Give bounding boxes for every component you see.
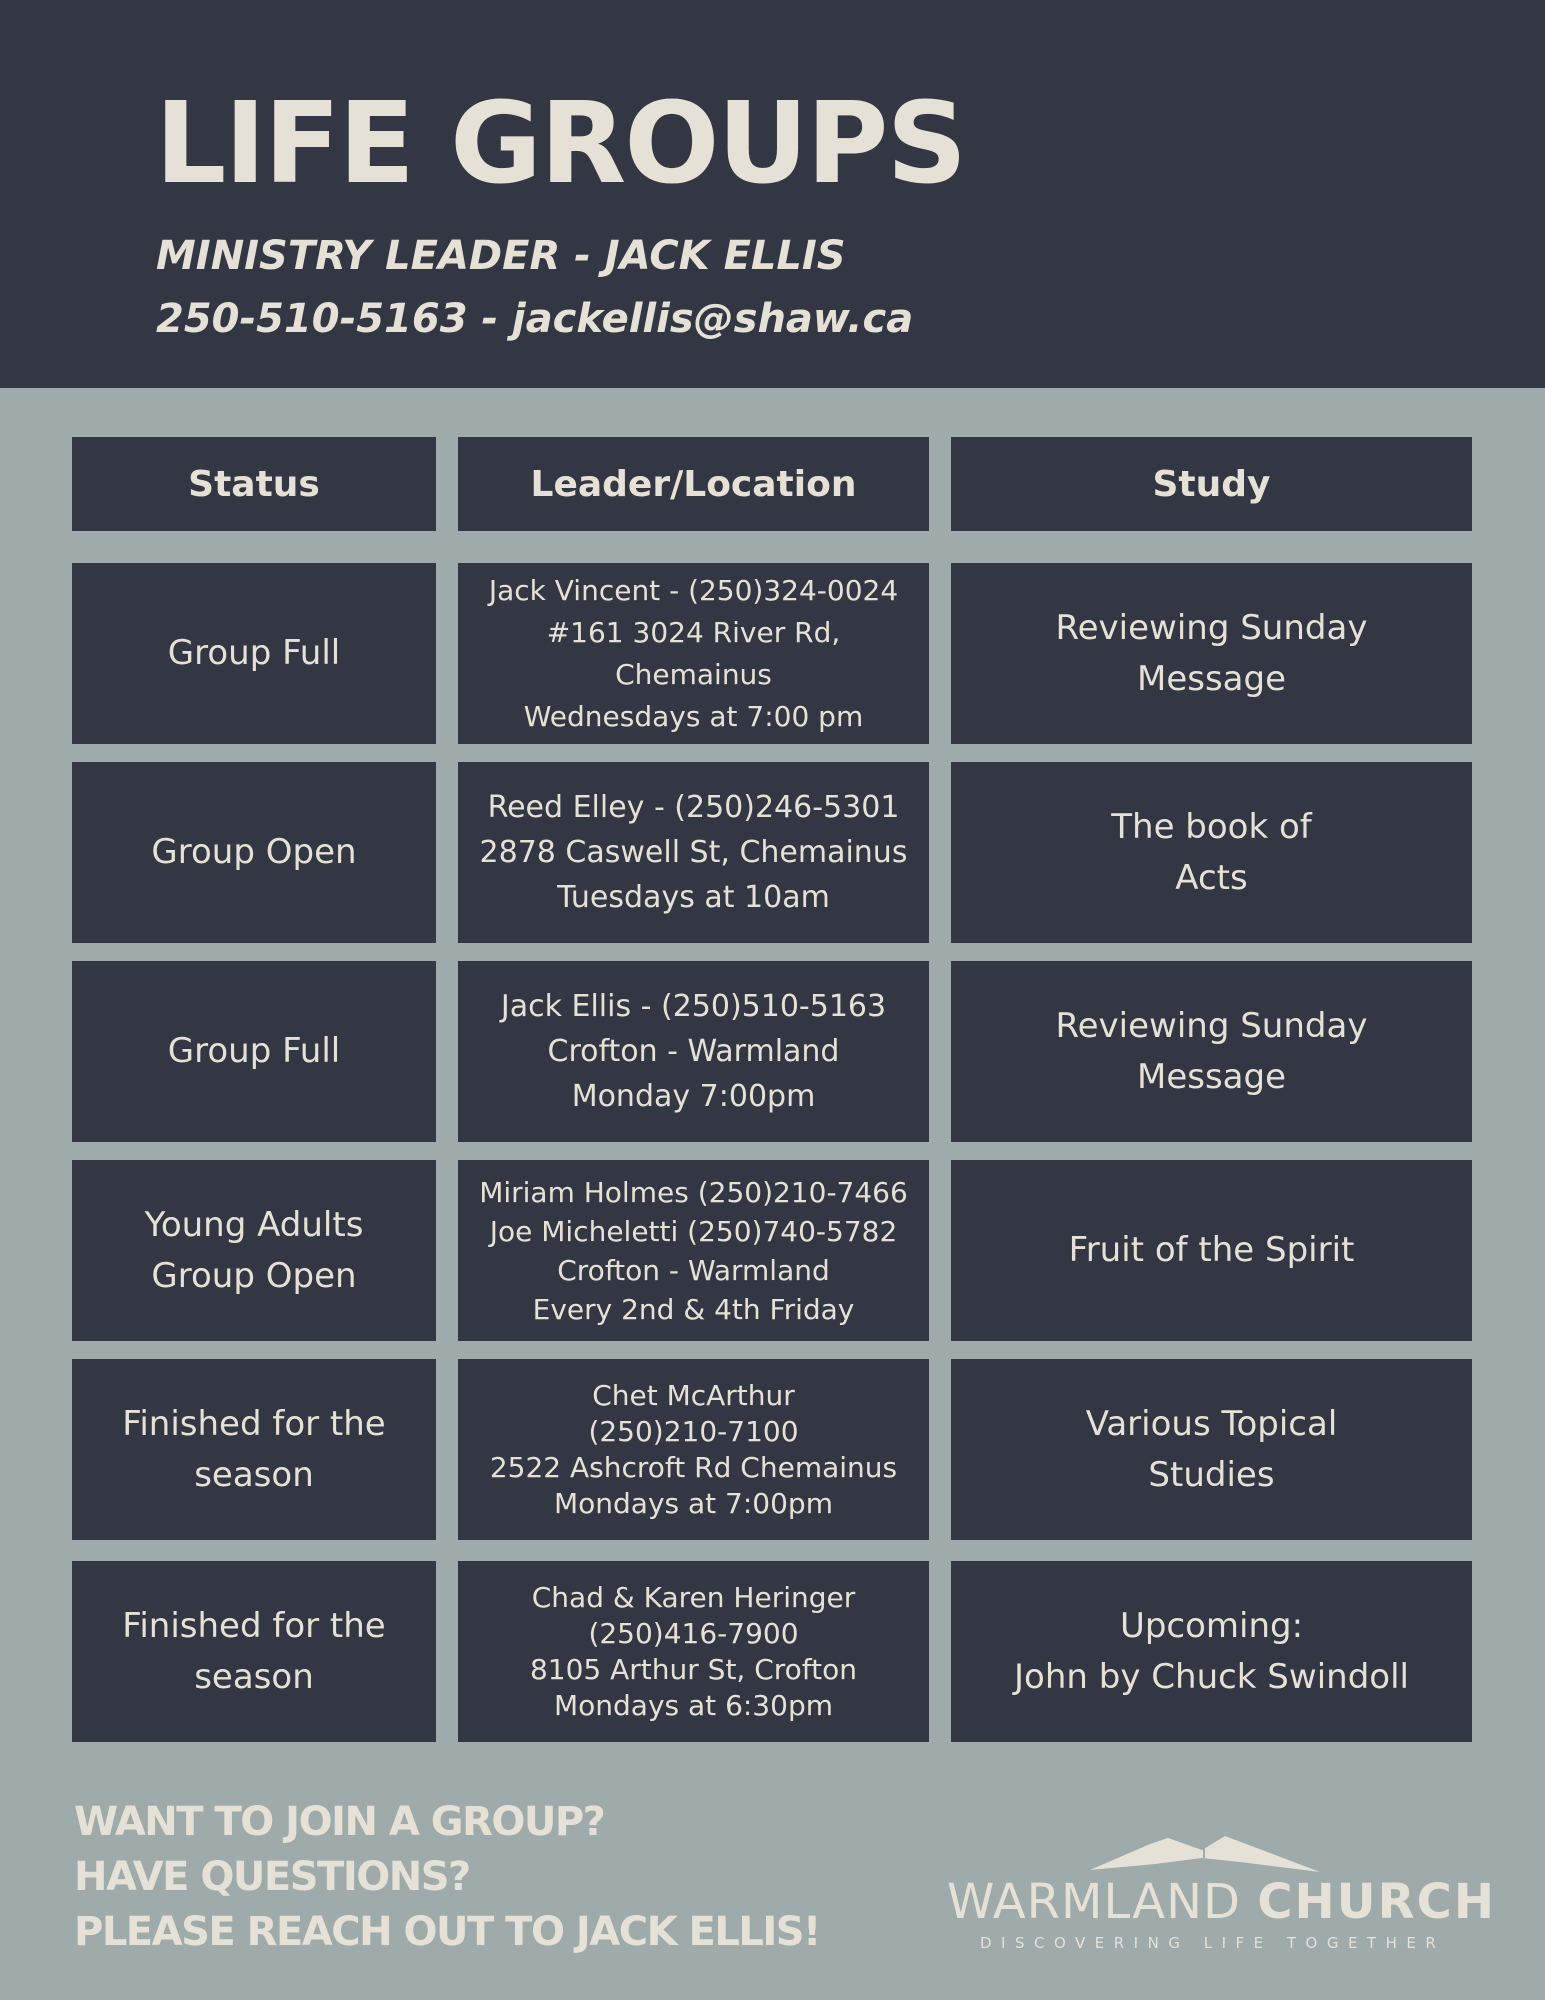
- status-cell: Young Adults Group Open: [72, 1160, 436, 1341]
- study-cell: The book of Acts: [951, 762, 1472, 943]
- status-cell: Group Full: [72, 961, 436, 1142]
- cta-line: WANT TO JOIN A GROUP?: [74, 1799, 605, 1845]
- cta-line: HAVE QUESTIONS?: [74, 1854, 470, 1900]
- warmland-church-logo: [940, 1810, 1496, 1960]
- study-cell: Reviewing Sunday Message: [951, 961, 1472, 1142]
- contact-line: 250-510-5163 - jackellis@shaw.ca: [156, 296, 914, 342]
- status-cell: Group Full: [72, 563, 436, 744]
- page-title: LIFE GROUPS: [155, 79, 966, 209]
- ministry-leader-line: MINISTRY LEADER - JACK ELLIS: [156, 233, 846, 279]
- column-header-leader-location: Leader/Location: [458, 437, 929, 531]
- status-cell: Finished for the season: [72, 1561, 436, 1742]
- call-to-action: [74, 1795, 820, 1960]
- cta-line: PLEASE REACH OUT TO JACK ELLIS!: [74, 1909, 820, 1955]
- logo-name-light: WARMLAND: [947, 1874, 1241, 1930]
- leader-location-cell: Chad & Karen Heringer (250)416-7900 8105 Arthur St, Crofton Mondays at 6:30pm: [458, 1561, 929, 1742]
- status-cell: Finished for the season: [72, 1359, 436, 1540]
- leader-location-cell: Jack Ellis - (250)510-5163 Crofton - Warmland Monday 7:00pm: [458, 961, 929, 1142]
- logo-name-bold: CHURCH: [1257, 1874, 1496, 1930]
- column-header-study: Study: [951, 437, 1472, 531]
- logo-tagline: DISCOVERING LIFE TOGETHER: [980, 1934, 1446, 1952]
- header-banner: [0, 0, 1545, 388]
- leader-location-cell: Jack Vincent - (250)324-0024 #161 3024 River Rd, Chemainus Wednesdays at 7:00 pm: [458, 563, 929, 744]
- study-cell: Fruit of the Spirit: [951, 1160, 1472, 1341]
- column-header-status: Status: [72, 437, 436, 531]
- logo-wordmark: [947, 1874, 1496, 1930]
- study-cell: Upcoming: John by Chuck Swindoll: [951, 1561, 1472, 1742]
- leader-location-cell: Chet McArthur (250)210-7100 2522 Ashcroft Rd Chemainus Mondays at 7:00pm: [458, 1359, 929, 1540]
- leader-location-cell: Miriam Holmes (250)210-7466 Joe Micheletti (250)740-5782 Crofton - Warmland Every 2nd & 4th Friday: [458, 1160, 929, 1341]
- status-cell: Group Open: [72, 762, 436, 943]
- study-cell: Various Topical Studies: [951, 1359, 1472, 1540]
- leader-location-cell: Reed Elley - (250)246-5301 2878 Caswell St, Chemainus Tuesdays at 10am: [458, 762, 929, 943]
- study-cell: Reviewing Sunday Message: [951, 563, 1472, 744]
